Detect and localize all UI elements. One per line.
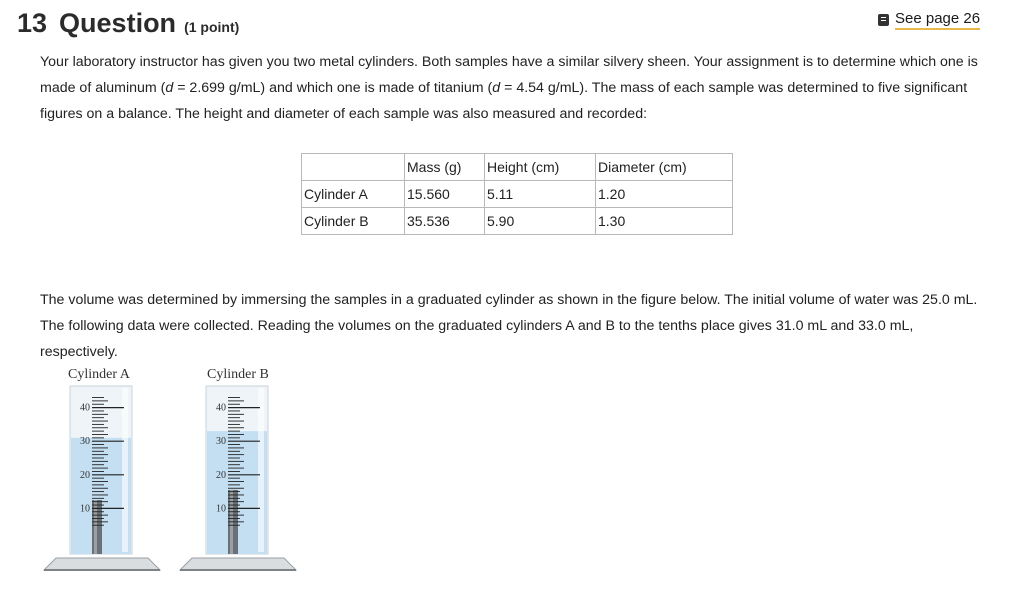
table-header-cell: Mass (g) (405, 154, 485, 181)
procedure-text-line: The following data were collected. Reading the volumes on the graduated cylinders A and B to the tenths place gives 31.0 mL and 33.0 mL, (40, 318, 914, 334)
question-number: 13 (17, 8, 48, 38)
scale-label: 40 (216, 402, 226, 414)
cylinder-b-label: Cylinder B (207, 367, 269, 382)
question-points: (1 point) (184, 19, 240, 35)
table-cell: 1.30 (596, 208, 733, 235)
table-header-cell: Height (cm) (485, 154, 596, 181)
graduated-cylinder-b (176, 382, 300, 574)
table-row (302, 208, 733, 235)
cylinder-a-label: Cylinder A (68, 367, 130, 382)
book-icon (878, 14, 889, 26)
scale-label: 20 (80, 469, 90, 481)
question-text-line: made of aluminum (d = 2.699 g/mL) and which one is made of titanium (d = 4.54 g/mL). The mass of each sample was determined to five significant (40, 80, 968, 96)
scale-label: 30 (216, 436, 226, 448)
table-cell: Cylinder A (302, 181, 405, 208)
glass-highlight (258, 388, 264, 552)
question-title: Question (59, 8, 177, 38)
glass-highlight (122, 388, 128, 552)
question-text-line: figures on a balance. The height and diameter of each sample was also measured and recorded: (40, 106, 648, 122)
scale-label: 10 (216, 503, 226, 515)
table-cell: 5.11 (485, 181, 596, 208)
procedure-text-line: The volume was determined by immersing the samples in a graduated cylinder as shown in the figure below. The initial volume of water was 25.0 mL. (40, 292, 978, 308)
see-page-text[interactable]: See page 26 (895, 10, 980, 30)
table-header-row (302, 154, 733, 181)
scale-label: 30 (80, 436, 90, 448)
procedure-text-line: respectively. (40, 344, 118, 360)
table-cell: Cylinder B (302, 208, 405, 235)
table-cell: 35.536 (405, 208, 485, 235)
question-text (40, 49, 1000, 127)
cylinder-base (180, 558, 296, 570)
procedure-text (40, 287, 1000, 365)
table-header-cell: Diameter (cm) (596, 154, 733, 181)
scale-label: 20 (216, 469, 226, 481)
table-cell: 15.560 (405, 181, 485, 208)
table-cell: 5.90 (485, 208, 596, 235)
question-text-line: Your laboratory instructor has given you two metal cylinders. Both samples have a similar silvery sheen. Your assignment is to determine which one is (40, 54, 978, 70)
question-header (17, 8, 239, 39)
scale-label: 40 (80, 402, 90, 414)
see-page-link[interactable] (878, 10, 980, 30)
cylinder-base (44, 558, 160, 570)
table-header-cell (302, 154, 405, 181)
table-row (302, 181, 733, 208)
measurement-table (301, 153, 733, 235)
graduated-cylinder-a (40, 382, 164, 574)
scale-label: 10 (80, 503, 90, 515)
table-cell: 1.20 (596, 181, 733, 208)
